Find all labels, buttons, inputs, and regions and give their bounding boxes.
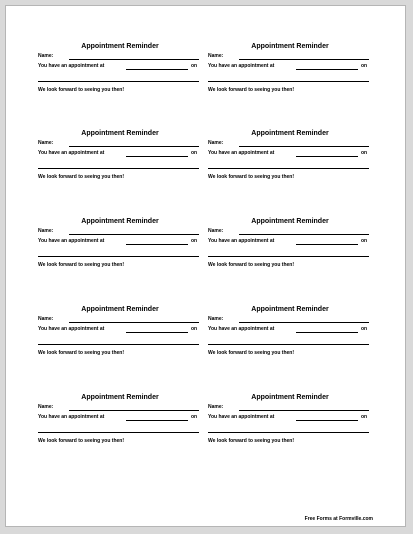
form-page (5, 5, 406, 527)
reminder-card (38, 218, 202, 286)
card-title: Appointment Reminder (81, 306, 159, 313)
appointment-time-field[interactable] (126, 420, 188, 421)
appointment-date-field[interactable] (38, 344, 199, 345)
footer-credit: Free Forms at Formville.com (304, 516, 373, 522)
card-title: Appointment Reminder (81, 394, 159, 401)
name-field[interactable] (239, 234, 369, 235)
appointment-label: You have an appointment at (208, 414, 275, 420)
appointment-label: You have an appointment at (208, 326, 275, 332)
appointment-date-field[interactable] (208, 81, 369, 82)
appointment-date-field[interactable] (38, 168, 199, 169)
closing-text: We look forward to seeing you then! (208, 438, 295, 444)
reminder-card (38, 43, 202, 111)
name-label: Name: (38, 316, 54, 322)
name-label: Name: (38, 53, 54, 59)
appointment-time-field[interactable] (126, 156, 188, 157)
name-field[interactable] (239, 146, 369, 147)
appointment-date-field[interactable] (208, 344, 369, 345)
appointment-label: You have an appointment at (208, 238, 275, 244)
name-label: Name: (208, 316, 224, 322)
reminder-card (208, 130, 372, 198)
appointment-date-field[interactable] (38, 81, 199, 82)
appointment-time-field[interactable] (296, 420, 358, 421)
on-label: on (191, 326, 198, 332)
name-label: Name: (208, 53, 224, 59)
on-label: on (191, 150, 198, 156)
name-label: Name: (38, 404, 54, 410)
appointment-date-field[interactable] (38, 256, 199, 257)
appointment-time-field[interactable] (126, 244, 188, 245)
appointment-date-field[interactable] (208, 432, 369, 433)
card-title: Appointment Reminder (81, 130, 159, 137)
name-field[interactable] (69, 146, 199, 147)
appointment-time-field[interactable] (126, 332, 188, 333)
name-label: Name: (38, 228, 54, 234)
card-title: Appointment Reminder (251, 218, 329, 225)
name-label: Name: (208, 140, 224, 146)
reminder-card (208, 43, 372, 111)
appointment-time-field[interactable] (296, 244, 358, 245)
on-label: on (191, 414, 198, 420)
closing-text: We look forward to seeing you then! (38, 87, 125, 93)
reminder-card (38, 306, 202, 374)
name-label: Name: (208, 228, 224, 234)
closing-text: We look forward to seeing you then! (208, 87, 295, 93)
appointment-date-field[interactable] (208, 168, 369, 169)
reminder-card (208, 218, 372, 286)
card-title: Appointment Reminder (81, 43, 159, 50)
closing-text: We look forward to seeing you then! (38, 174, 125, 180)
card-title: Appointment Reminder (251, 130, 329, 137)
name-field[interactable] (239, 410, 369, 411)
name-field[interactable] (239, 59, 369, 60)
appointment-date-field[interactable] (208, 256, 369, 257)
reminder-card (38, 130, 202, 198)
name-field[interactable] (69, 322, 199, 323)
card-title: Appointment Reminder (251, 43, 329, 50)
appointment-time-field[interactable] (296, 69, 358, 70)
appointment-label: You have an appointment at (38, 150, 105, 156)
on-label: on (361, 150, 368, 156)
on-label: on (361, 326, 368, 332)
name-field[interactable] (69, 234, 199, 235)
reminder-card (208, 306, 372, 374)
on-label: on (361, 238, 368, 244)
appointment-date-field[interactable] (38, 432, 199, 433)
reminder-card (208, 394, 372, 462)
appointment-label: You have an appointment at (208, 63, 275, 69)
name-label: Name: (38, 140, 54, 146)
closing-text: We look forward to seeing you then! (38, 350, 125, 356)
name-field[interactable] (69, 59, 199, 60)
appointment-label: You have an appointment at (38, 414, 105, 420)
card-title: Appointment Reminder (251, 394, 329, 401)
card-title: Appointment Reminder (251, 306, 329, 313)
appointment-time-field[interactable] (296, 332, 358, 333)
reminder-card (38, 394, 202, 462)
card-title: Appointment Reminder (81, 218, 159, 225)
appointment-time-field[interactable] (296, 156, 358, 157)
appointment-label: You have an appointment at (38, 326, 105, 332)
name-field[interactable] (69, 410, 199, 411)
closing-text: We look forward to seeing you then! (208, 262, 295, 268)
closing-text: We look forward to seeing you then! (208, 174, 295, 180)
appointment-label: You have an appointment at (38, 238, 105, 244)
appointment-time-field[interactable] (126, 69, 188, 70)
name-label: Name: (208, 404, 224, 410)
closing-text: We look forward to seeing you then! (38, 262, 125, 268)
appointment-label: You have an appointment at (38, 63, 105, 69)
reminder-card-grid (6, 6, 405, 526)
on-label: on (191, 63, 198, 69)
closing-text: We look forward to seeing you then! (38, 438, 125, 444)
on-label: on (191, 238, 198, 244)
on-label: on (361, 63, 368, 69)
name-field[interactable] (239, 322, 369, 323)
on-label: on (361, 414, 368, 420)
appointment-label: You have an appointment at (208, 150, 275, 156)
closing-text: We look forward to seeing you then! (208, 350, 295, 356)
